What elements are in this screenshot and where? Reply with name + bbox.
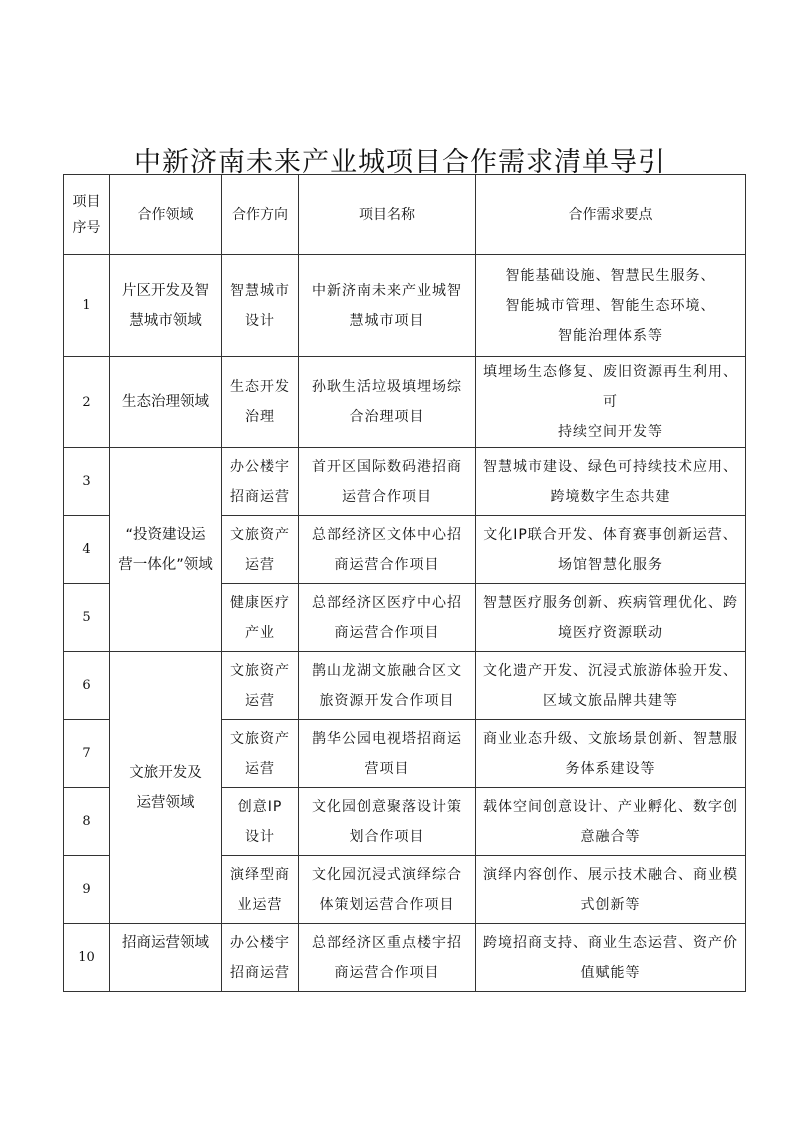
direction-line: 文旅资产 (230, 662, 290, 679)
row-seq: 5 (64, 584, 110, 652)
requirements-line: 境医疗资源联动 (558, 624, 663, 641)
row-requirements (476, 720, 746, 788)
requirements-line: 智能城市管理、智能生态环境、 (505, 297, 716, 314)
direction-line: 运营 (245, 760, 275, 777)
requirements-line: 智能治理体系等 (558, 327, 663, 344)
row-requirements (476, 448, 746, 516)
direction-line: 文旅资产 (230, 526, 290, 543)
requirements-line: 文化IP联合开发、体育赛事创新运营、 (483, 526, 738, 543)
row-seq: 1 (64, 255, 110, 357)
requirements-line: 区域文旅品牌共建等 (543, 692, 678, 709)
header-seq (64, 175, 110, 255)
field-line: 文旅开发及 (129, 764, 202, 781)
row-seq: 3 (64, 448, 110, 516)
cooperation-table (63, 174, 746, 992)
row-name (299, 448, 476, 516)
direction-line: 业运营 (237, 896, 283, 913)
field-line: 慧城市领域 (129, 312, 202, 329)
name-line: 商运营合作项目 (334, 556, 440, 573)
requirements-line: 意融合等 (580, 828, 641, 845)
table-header-row (64, 175, 746, 255)
row-name (299, 720, 476, 788)
header-requirements: 合作需求要点 (476, 175, 746, 255)
row-requirements (476, 584, 746, 652)
name-line: 总部经济区文体中心招 (312, 526, 462, 543)
requirements-line: 持续空间开发等 (558, 424, 663, 440)
direction-line: 运营 (245, 692, 275, 709)
row-direction (222, 255, 299, 357)
name-line: 总部经济区医疗中心招 (312, 594, 462, 611)
name-line: 合治理项目 (349, 409, 425, 425)
field-line: 招商运营领域 (122, 935, 209, 951)
name-line: 划合作项目 (349, 828, 425, 845)
name-line: 商运营合作项目 (334, 624, 440, 641)
row-name (299, 856, 476, 924)
row-seq: 10 (64, 924, 110, 992)
page-title: 中新济南未来产业城项目合作需求清单导引 (134, 147, 666, 178)
requirements-line: 演绎内容创作、展示技术融合、商业模 (483, 866, 738, 883)
direction-line: 演绎型商 (230, 866, 290, 883)
requirements-line: 智能基础设施、智慧民生服务、 (505, 267, 716, 284)
table-row (64, 357, 746, 448)
row-direction (222, 357, 299, 448)
row-requirements (476, 924, 746, 992)
direction-line: 办公楼宇 (230, 934, 290, 951)
row-name (299, 788, 476, 856)
direction-line: 创意IP (237, 798, 283, 815)
requirements-line: 跨境招商支持、商业生态运营、资产价 (483, 934, 738, 951)
row-requirements (476, 255, 746, 357)
field-line: “投资建设运 (125, 526, 206, 543)
row-seq: 2 (64, 357, 110, 448)
requirements-line: 跨境数字生态共建 (550, 488, 671, 505)
name-line: 营项目 (364, 760, 410, 777)
direction-line: 健康医疗 (230, 594, 290, 611)
requirements-line: 智慧医疗服务创新、疾病管理优化、跨 (483, 594, 738, 611)
row-direction (222, 788, 299, 856)
header-field: 合作领域 (110, 175, 222, 255)
row-field (110, 924, 222, 992)
row-field (110, 652, 222, 924)
requirements-line: 载体空间创意设计、产业孵化、数字创 (483, 798, 738, 815)
requirements-line: 式创新等 (580, 896, 641, 913)
row-direction (222, 584, 299, 652)
direction-line: 运营 (245, 556, 275, 573)
header-direction: 合作方向 (222, 175, 299, 255)
direction-line: 治理 (245, 409, 275, 425)
table-row (64, 448, 746, 516)
row-direction (222, 652, 299, 720)
header-seq-line: 项目 (72, 193, 101, 210)
requirements-line: 填埋场生态修复、废旧资源再生利用、可 (483, 364, 738, 410)
direction-line: 设计 (245, 312, 275, 329)
row-direction (222, 720, 299, 788)
name-line: 旅资源开发合作项目 (319, 692, 455, 709)
direction-line: 智慧城市 (230, 282, 290, 299)
row-requirements (476, 856, 746, 924)
row-seq: 9 (64, 856, 110, 924)
direction-line: 招商运营 (230, 488, 290, 505)
name-line: 文化园沉浸式演绎综合 (312, 866, 462, 883)
row-name (299, 516, 476, 584)
name-line: 中新济南未来产业城智 (312, 282, 462, 299)
field-line: 营一体化”领域 (118, 556, 213, 573)
requirements-line: 务体系建设等 (565, 760, 656, 777)
name-line: 慧城市项目 (349, 312, 425, 329)
direction-line: 设计 (245, 828, 275, 845)
header-seq-line: 序号 (72, 219, 101, 236)
requirements-line: 商业业态升级、文旅场景创新、智慧服 (483, 730, 738, 747)
field-line: 生态治理领域 (122, 394, 209, 410)
requirements-line: 场馆智慧化服务 (558, 556, 663, 573)
row-field (110, 448, 222, 652)
row-requirements (476, 357, 746, 448)
row-seq: 4 (64, 516, 110, 584)
name-line: 运营合作项目 (342, 488, 432, 505)
field-line: 运营领域 (136, 794, 195, 811)
row-field (110, 357, 222, 448)
name-line: 首开区国际数码港招商 (312, 458, 462, 475)
name-line: 鹊山龙湖文旅融合区文 (312, 662, 462, 679)
direction-line: 文旅资产 (230, 730, 290, 747)
table-row (64, 255, 746, 357)
direction-line: 办公楼宇 (230, 458, 290, 475)
requirements-line: 值赋能等 (580, 964, 641, 981)
row-direction (222, 856, 299, 924)
row-requirements (476, 516, 746, 584)
row-seq: 8 (64, 788, 110, 856)
direction-line: 产业 (245, 624, 275, 641)
field-line: 片区开发及智 (122, 282, 209, 299)
table-row (64, 652, 746, 720)
name-line: 总部经济区重点楼宇招 (312, 934, 462, 951)
row-direction (222, 924, 299, 992)
row-requirements (476, 652, 746, 720)
row-requirements (476, 788, 746, 856)
name-line: 体策划运营合作项目 (319, 896, 455, 913)
requirements-line: 文化遗产开发、沉浸式旅游体验开发、 (483, 662, 738, 679)
direction-line: 生态开发 (230, 379, 290, 395)
row-direction (222, 448, 299, 516)
name-line: 文化园创意聚落设计策 (312, 798, 462, 815)
row-name (299, 584, 476, 652)
direction-line: 招商运营 (230, 964, 290, 981)
row-seq: 7 (64, 720, 110, 788)
name-line: 鹊华公园电视塔招商运 (312, 730, 462, 747)
row-field (110, 255, 222, 357)
requirements-line: 智慧城市建设、绿色可持续技术应用、 (483, 458, 738, 475)
table-row (64, 924, 746, 992)
row-name (299, 924, 476, 992)
row-name (299, 652, 476, 720)
row-direction (222, 516, 299, 584)
name-line: 孙耿生活垃圾填埋场综 (312, 379, 462, 395)
row-name (299, 255, 476, 357)
row-name (299, 357, 476, 448)
name-line: 商运营合作项目 (334, 964, 440, 981)
row-seq: 6 (64, 652, 110, 720)
header-name: 项目名称 (299, 175, 476, 255)
